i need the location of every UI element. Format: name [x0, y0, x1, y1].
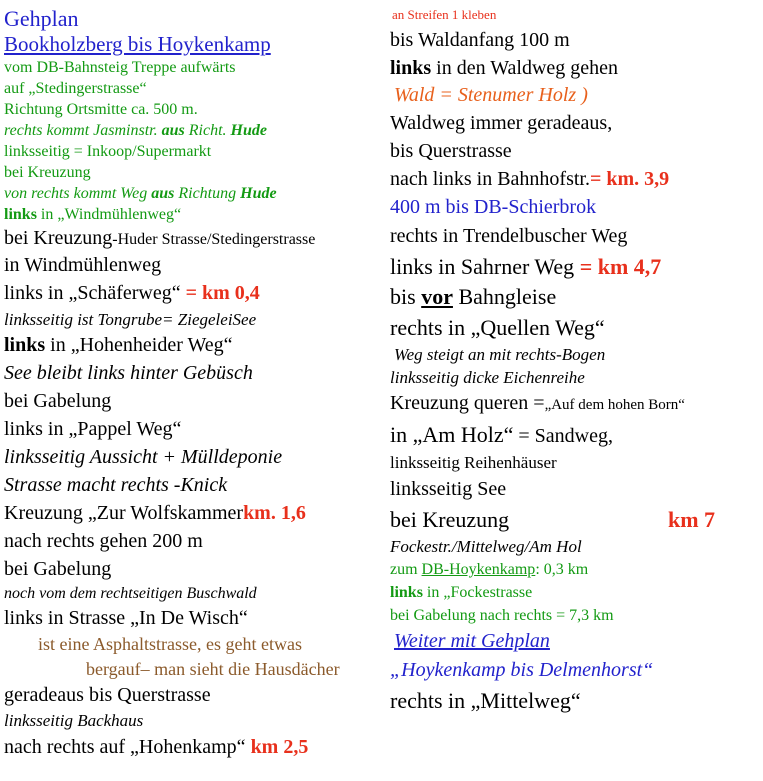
step-line: in Windmühlenweg [4, 254, 162, 276]
step-line: auf „Stedingerstrasse“ [4, 80, 147, 97]
step-line: bis Querstrasse [390, 140, 512, 162]
step-line: in „Am Holz“ = Sandweg, [390, 422, 614, 447]
step-line: bei Gabelung [4, 390, 112, 412]
step-line: vom DB-Bahnsteig Treppe aufwärts [4, 59, 236, 76]
step-line: geradeaus bis Querstrasse [4, 684, 211, 706]
doc-subtitle: Bookholzberg bis Hoykenkamp [4, 32, 271, 56]
step-line: zum DB-Hoykenkamp: 0,3 km [390, 561, 589, 578]
step-line: links in „Fockestrasse [390, 584, 533, 601]
step-line: bis vor Bahngleise [390, 284, 557, 309]
doc-title: Gehplan [4, 6, 79, 31]
step-line: links in „Hohenheider Weg“ [4, 334, 233, 356]
step-line: linksseitig Backhaus [4, 711, 144, 730]
continue-route-title: „Hoykenkamp bis Delmenhorst“ [390, 659, 654, 681]
km-marker: = km 4,7 [579, 254, 662, 279]
step-line: linksseitig See [390, 478, 507, 500]
step-line: Kreuzung „Zur Wolfskammerkm. 1,6 [4, 502, 306, 524]
km-marker: = km. 3,9 [589, 168, 670, 190]
step-line: Wald = Stenumer Holz ) [394, 84, 588, 106]
step-line: nach rechts gehen 200 m [4, 530, 203, 552]
km-marker: km. 1,6 [243, 502, 306, 524]
step-line: Richtung Ortsmitte ca. 500 m. [4, 101, 198, 118]
step-line: bei Kreuzung [4, 164, 91, 181]
step-line: bergauf– man sieht die Hausdächer [86, 659, 340, 679]
step-line: linksseitig dicke Eichenreihe [390, 368, 585, 387]
step-line: links in „Pappel Weg“ [4, 418, 182, 440]
step-line: rechts in „Quellen Weg“ [390, 315, 605, 340]
step-line: 400 m bis DB-Schierbrok [390, 196, 597, 218]
step-line: bei Gabelung [4, 558, 112, 580]
step-line: ist eine Asphaltstrasse, es geht etwas [38, 634, 302, 654]
step-line: linksseitig Aussicht + Mülldeponie [4, 446, 283, 468]
step-line: See bleibt links hinter Gebüsch [4, 362, 253, 384]
step-line: nach rechts auf „Hohenkamp“ km 2,5 [4, 736, 309, 758]
km-marker: = km 0,4 [185, 282, 260, 304]
step-line: noch vom dem rechtseitigen Buschwald [4, 585, 257, 602]
step-line: links in „Windmühlenweg“ [4, 206, 182, 223]
step-line: Weg steigt an mit rechts-Bogen [394, 345, 606, 364]
step-line: links in Strasse „In De Wisch“ [4, 607, 248, 629]
paste-note: an Streifen 1 kleben [392, 7, 497, 22]
step-line: bei Gabelung nach rechts = 7,3 km [390, 607, 614, 624]
continue-link[interactable]: Weiter mit Gehplan [394, 630, 550, 652]
step-line: links in Sahrner Weg = km 4,7 [390, 254, 662, 279]
km-marker: km 7 [668, 507, 716, 532]
step-line: rechts kommt Jasminstr. aus Richt. Hude [4, 122, 267, 139]
step-line: rechts in Trendelbuscher Weg [390, 225, 628, 247]
step-line: links in „Schäferweg“ = km 0,4 [4, 282, 260, 304]
step-line: Kreuzung queren =„Auf dem hohen Born“ [390, 392, 685, 414]
left-column [4, 0, 384, 762]
step-line: bis Waldanfang 100 m [390, 29, 570, 51]
step-line: links in den Waldweg gehen [390, 57, 619, 79]
step-line: nach links in Bahnhofstr.= km. 3,9 [390, 168, 670, 190]
step-line: Fockestr./Mittelweg/Am Hol [390, 537, 582, 556]
step-line: bei Kreuzung-Huder Strasse/Stedingerstrasse [4, 227, 316, 249]
km-marker: km 2,5 [250, 736, 309, 758]
step-line: bei Kreuzung km 7 [390, 507, 716, 532]
step-line: von rechts kommt Weg aus Richtung Hude [4, 185, 277, 202]
step-line: linksseitig ist Tongrube= ZiegeleiSee [4, 310, 257, 329]
step-line: Strasse macht rechts -Knick [4, 474, 228, 496]
step-line: linksseitig = Inkoop/Supermarkt [4, 143, 212, 160]
step-line: Waldweg immer geradeaus, [390, 112, 613, 134]
right-column [390, 0, 760, 717]
step-line: rechts in „Mittelweg“ [390, 688, 581, 713]
step-line: linksseitig Reihenhäuser [390, 453, 557, 472]
